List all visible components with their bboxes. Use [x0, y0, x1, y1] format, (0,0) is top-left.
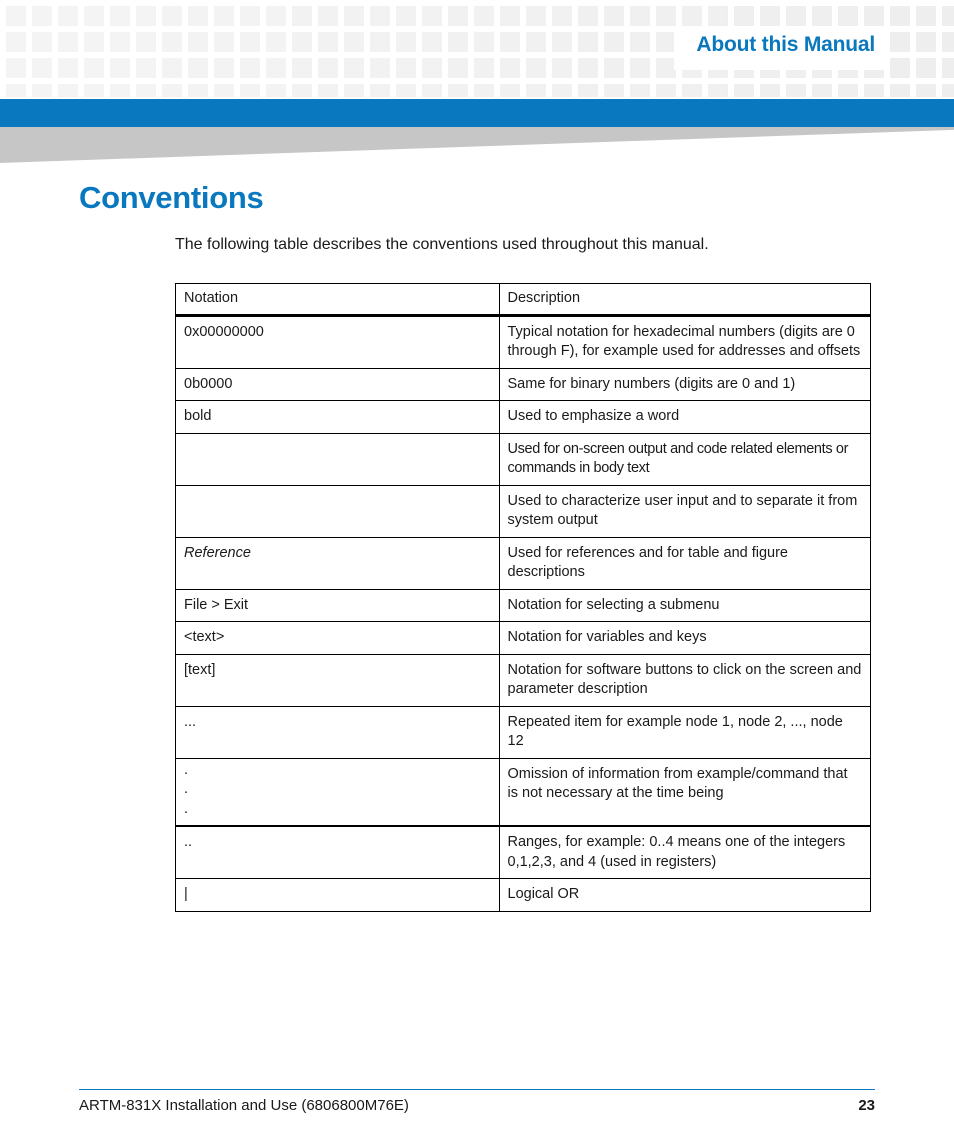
notation-cell: ..: [176, 826, 500, 879]
description-cell: Used to emphasize a word: [499, 401, 871, 434]
table-row: [176, 706, 871, 758]
table-row: [176, 654, 871, 706]
column-header-notation: Notation: [176, 284, 500, 316]
footer-rule: [79, 1089, 875, 1090]
table-row: [176, 879, 871, 912]
table-row: [176, 401, 871, 434]
table-row: [176, 485, 871, 537]
table-row: [176, 758, 871, 826]
description-cell: Used to characterize user input and to separate it from system output: [499, 485, 871, 537]
notation-cell: File > Exit: [176, 589, 500, 622]
notation-cell: [text]: [176, 654, 500, 706]
description-cell: Notation for selecting a submenu: [499, 589, 871, 622]
notation-cell: ...: [176, 706, 500, 758]
header-blue-band: [0, 99, 954, 127]
description-cell: Repeated item for example node 1, node 2, ..., node 12: [499, 706, 871, 758]
table-row: [176, 826, 871, 879]
table-row: [176, 589, 871, 622]
description-cell: Same for binary numbers (digits are 0 and 1): [499, 368, 871, 401]
notation-cell-vertical-ellipsis: [176, 758, 500, 826]
table-row: [176, 622, 871, 655]
notation-cell: Reference: [176, 537, 500, 589]
ellipsis-dot: .: [184, 800, 189, 817]
description-cell: Notation for variables and keys: [499, 622, 871, 655]
conventions-table: [175, 283, 871, 912]
header-section-title: About this Manual: [696, 33, 875, 56]
description-cell: Used for on-screen output and code related elements or commands in body text: [499, 433, 871, 485]
description-cell: Typical notation for hexadecimal numbers (digits are 0 through F), for example used for addresses and offsets: [499, 315, 871, 368]
table-header-row: [176, 284, 871, 316]
description-cell: Ranges, for example: 0..4 means one of the integers 0,1,2,3, and 4 (used in registers): [499, 826, 871, 879]
notation-cell: [176, 485, 500, 537]
ellipsis-dot: .: [184, 781, 189, 797]
table-row: [176, 368, 871, 401]
page-title: Conventions: [79, 180, 264, 215]
footer-document-title: ARTM-831X Installation and Use (6806800M76E): [79, 1097, 409, 1114]
description-cell: Logical OR: [499, 879, 871, 912]
table-row: [176, 315, 871, 368]
intro-paragraph: The following table describes the conventions used throughout this manual.: [175, 236, 709, 253]
notation-cell: |: [176, 879, 500, 912]
table-row: [176, 537, 871, 589]
notation-cell: 0x00000000: [176, 315, 500, 368]
notation-cell: [176, 433, 500, 485]
ellipsis-dot: .: [184, 761, 189, 778]
notation-cell: bold: [176, 401, 500, 434]
table-row: [176, 433, 871, 485]
header-grey-wedge: [0, 127, 954, 163]
column-header-description: Description: [499, 284, 871, 316]
description-cell: Omission of information from example/command that is not necessary at the time being: [499, 758, 871, 826]
notation-cell: <text>: [176, 622, 500, 655]
footer-page-number: 23: [858, 1097, 875, 1114]
description-cell: Notation for software buttons to click on the screen and parameter description: [499, 654, 871, 706]
notation-cell: 0b0000: [176, 368, 500, 401]
description-cell: Used for references and for table and figure descriptions: [499, 537, 871, 589]
